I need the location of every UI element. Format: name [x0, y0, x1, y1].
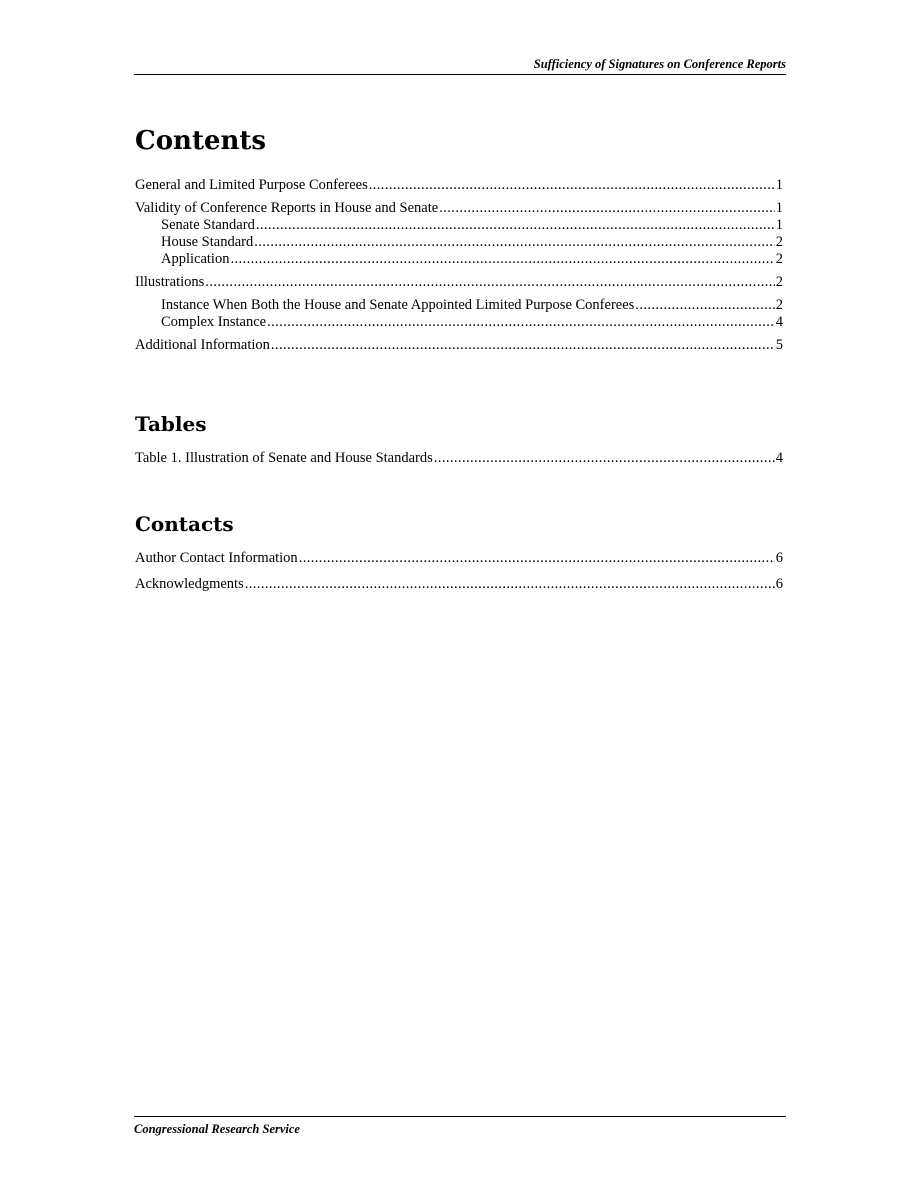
toc-entry-application[interactable] — [135, 251, 783, 268]
toc-entry-author-contact-information[interactable] — [135, 550, 783, 567]
toc-entry-complex-instance[interactable] — [135, 314, 783, 331]
tables-list — [135, 450, 783, 467]
contacts-heading: Contacts — [135, 512, 234, 536]
toc-entry-title: Complex Instance — [161, 314, 267, 330]
tables-heading: Tables — [135, 412, 207, 436]
toc-entry-page: 2 — [775, 251, 783, 267]
toc-entry-page: 2 — [775, 297, 783, 313]
toc-entry-page: 1 — [775, 200, 783, 216]
toc-entry-senate-standard[interactable] — [135, 217, 783, 234]
toc-entry-general-and-limited-purpose-conferees[interactable] — [135, 177, 783, 194]
toc-entry-title: Acknowledgments — [135, 576, 244, 592]
toc-entry-title: Application — [161, 251, 230, 267]
toc-entry-page: 6 — [775, 550, 783, 566]
contacts-list — [135, 550, 783, 593]
toc-entry-illustrations[interactable] — [135, 274, 783, 291]
toc-entry-title: Additional Information — [135, 337, 270, 353]
dot-leader — [434, 450, 775, 467]
contents-list — [135, 177, 783, 354]
toc-entry-title: General and Limited Purpose Conferees — [135, 177, 368, 193]
toc-entry-title: Illustrations — [135, 274, 205, 290]
toc-entry-table-1[interactable] — [135, 450, 783, 467]
toc-entry-validity-of-conference-reports[interactable] — [135, 200, 783, 217]
dot-leader — [299, 550, 775, 567]
running-header: Sufficiency of Signatures on Conference Reports — [134, 56, 786, 75]
toc-entry-additional-information[interactable] — [135, 337, 783, 354]
toc-entry-house-standard[interactable] — [135, 234, 783, 251]
toc-entry-title: Table 1. Illustration of Senate and House Standards — [135, 450, 433, 466]
toc-entry-title: Validity of Conference Reports in House and Senate — [135, 200, 439, 216]
dot-leader — [635, 297, 774, 314]
toc-entry-page: 5 — [775, 337, 783, 353]
dot-leader — [205, 274, 774, 291]
toc-entry-page: 2 — [775, 274, 783, 290]
toc-entry-title: Instance When Both the House and Senate Appointed Limited Purpose Conferees — [161, 297, 635, 313]
dot-leader — [267, 314, 775, 331]
contents-heading: Contents — [135, 126, 267, 156]
toc-entry-title: Author Contact Information — [135, 550, 298, 566]
toc-entry-page: 2 — [775, 234, 783, 250]
dot-leader — [256, 217, 775, 234]
toc-entry-acknowledgments[interactable] — [135, 576, 783, 593]
running-footer: Congressional Research Service — [134, 1116, 786, 1137]
toc-entry-instance-when-both-appointed[interactable] — [135, 297, 783, 314]
toc-entry-title: Senate Standard — [161, 217, 255, 233]
toc-entry-page: 4 — [775, 450, 783, 466]
dot-leader — [254, 234, 775, 251]
dot-leader — [245, 576, 775, 593]
toc-entry-page: 1 — [775, 217, 783, 233]
dot-leader — [439, 200, 775, 217]
dot-leader — [271, 337, 775, 354]
toc-entry-page: 1 — [775, 177, 783, 193]
toc-entry-title: House Standard — [161, 234, 254, 250]
dot-leader — [230, 251, 774, 268]
toc-entry-page: 6 — [775, 576, 783, 592]
dot-leader — [369, 177, 775, 194]
toc-entry-page: 4 — [775, 314, 783, 330]
